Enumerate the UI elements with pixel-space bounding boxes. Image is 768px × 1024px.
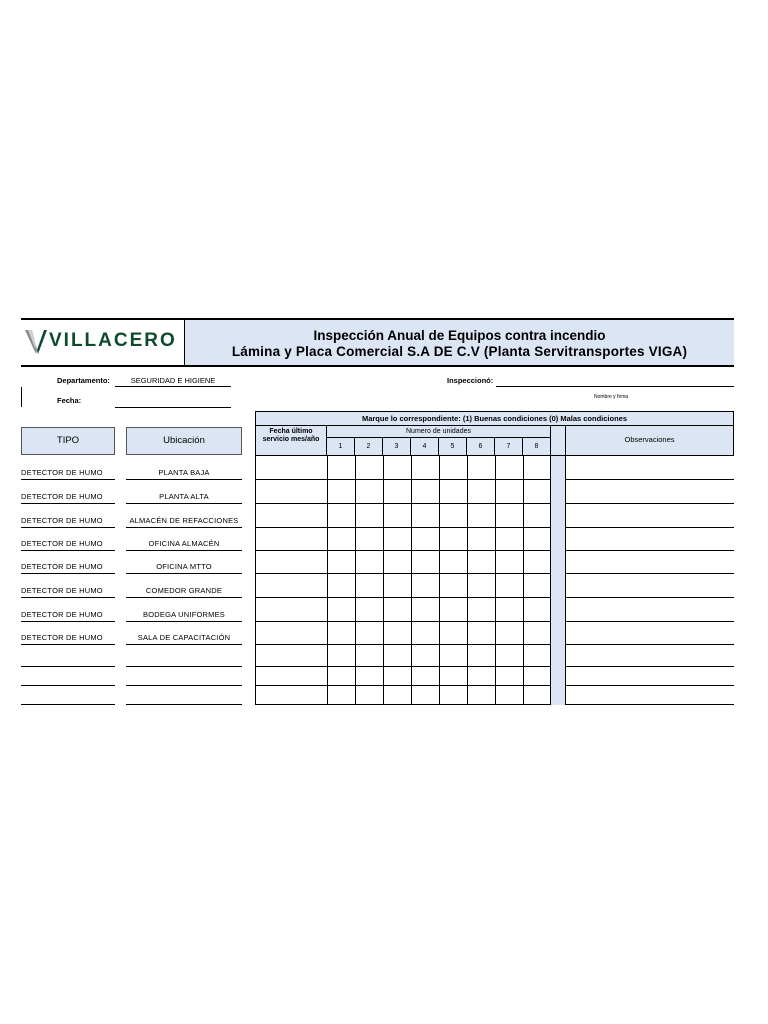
- unit-number-header: 5: [439, 438, 467, 456]
- unit-check-cell[interactable]: [495, 504, 523, 528]
- unit-check-cell[interactable]: [383, 574, 411, 598]
- unit-check-cell[interactable]: [327, 504, 355, 528]
- tipo-cell: DETECTOR DE HUMO: [21, 538, 115, 551]
- unit-check-cell[interactable]: [411, 456, 439, 480]
- unit-check-cell[interactable]: [383, 528, 411, 551]
- unit-check-cell[interactable]: [439, 622, 467, 645]
- tipo-cell: DETECTOR DE HUMO: [21, 632, 115, 645]
- unit-check-cell[interactable]: [495, 645, 523, 667]
- unit-check-cell[interactable]: [439, 598, 467, 622]
- unit-check-cell[interactable]: [327, 667, 355, 686]
- observaciones-cell[interactable]: [566, 686, 734, 705]
- title-block: [185, 320, 734, 365]
- spacer-cell: [551, 456, 566, 480]
- unit-check-cell[interactable]: [467, 504, 495, 528]
- unit-check-cell[interactable]: [467, 667, 495, 686]
- unit-number-header: 3: [383, 438, 411, 456]
- unit-check-cell[interactable]: [467, 456, 495, 480]
- observaciones-cell[interactable]: [566, 645, 734, 667]
- ubicacion-cell: COMEDOR GRANDE: [126, 584, 242, 598]
- ubicacion-header: Ubicación: [126, 427, 242, 455]
- unit-check-cell[interactable]: [467, 622, 495, 645]
- unit-number-header: 2: [355, 438, 383, 456]
- unit-check-cell[interactable]: [355, 456, 383, 480]
- ubicacion-cell: [126, 677, 242, 686]
- unit-check-cell[interactable]: [439, 551, 467, 574]
- unit-check-cell[interactable]: [355, 574, 383, 598]
- ubicacion-cell: OFICINA MTTO: [126, 561, 242, 574]
- fecha-servicio-cell[interactable]: [255, 667, 327, 686]
- unit-check-cell[interactable]: [327, 528, 355, 551]
- inspection-table: [255, 411, 734, 705]
- unit-check-cell[interactable]: [411, 622, 439, 645]
- fecha-servicio-cell[interactable]: [255, 645, 327, 667]
- unit-check-cell[interactable]: [355, 622, 383, 645]
- unit-check-cell[interactable]: [383, 645, 411, 667]
- unit-check-cell[interactable]: [383, 504, 411, 528]
- tipo-cell: DETECTOR DE HUMO: [21, 608, 115, 622]
- inspecciono-field[interactable]: [496, 376, 734, 387]
- unit-check-cell[interactable]: [495, 574, 523, 598]
- unit-check-cell[interactable]: [411, 686, 439, 705]
- logo-text: VILLACERO: [49, 330, 177, 351]
- unit-check-cell[interactable]: [523, 622, 551, 645]
- unit-check-cell[interactable]: [523, 456, 551, 480]
- fecha-servicio-cell[interactable]: [255, 480, 327, 504]
- unit-check-cell[interactable]: [383, 622, 411, 645]
- form-header: [21, 318, 734, 367]
- unit-check-cell[interactable]: [523, 667, 551, 686]
- ubicacion-cell: BODEGA UNIFORMES: [126, 608, 242, 622]
- unit-check-cell[interactable]: [327, 480, 355, 504]
- spacer-cell: [551, 551, 566, 574]
- observaciones-cell[interactable]: [566, 667, 734, 686]
- unit-check-cell[interactable]: [495, 528, 523, 551]
- unit-check-cell[interactable]: [355, 528, 383, 551]
- unit-number-header: 1: [327, 438, 355, 456]
- spacer-cell: [551, 598, 566, 622]
- tipo-cell: [21, 655, 115, 667]
- observaciones-cell[interactable]: [566, 504, 734, 528]
- inspecciono-label: Inspeccionó:: [447, 376, 494, 385]
- fecha-servicio-text: Fecha último servicio mes/año: [262, 428, 320, 443]
- unit-check-cell[interactable]: [495, 456, 523, 480]
- form-left-border: [21, 387, 22, 407]
- ubicacion-cell: PLANTA BAJA: [126, 466, 242, 480]
- unit-check-cell[interactable]: [383, 551, 411, 574]
- unit-check-cell[interactable]: [383, 667, 411, 686]
- unit-check-cell[interactable]: [355, 645, 383, 667]
- tipo-cell: DETECTOR DE HUMO: [21, 561, 115, 574]
- unit-check-cell[interactable]: [355, 667, 383, 686]
- observaciones-cell[interactable]: [566, 456, 734, 480]
- tipo-cell: DETECTOR DE HUMO: [21, 514, 115, 528]
- fecha-servicio-cell[interactable]: [255, 598, 327, 622]
- observaciones-cell[interactable]: [566, 528, 734, 551]
- ubicacion-cell: ALMACÉN DE REFACCIONES: [126, 514, 242, 528]
- unit-check-cell[interactable]: [327, 645, 355, 667]
- unit-check-cell[interactable]: [439, 480, 467, 504]
- unit-check-cell[interactable]: [411, 551, 439, 574]
- spacer-cell: [551, 528, 566, 551]
- unit-check-cell[interactable]: [411, 528, 439, 551]
- unit-check-cell[interactable]: [467, 686, 495, 705]
- unit-check-cell[interactable]: [411, 480, 439, 504]
- unit-check-cell[interactable]: [495, 480, 523, 504]
- unit-check-cell[interactable]: [523, 528, 551, 551]
- fecha-servicio-cell[interactable]: [255, 686, 327, 705]
- numero-unidades-header: Numero de unidades: [327, 426, 551, 438]
- unit-check-cell[interactable]: [383, 598, 411, 622]
- unit-check-cell[interactable]: [495, 551, 523, 574]
- unit-check-cell[interactable]: [439, 574, 467, 598]
- instruction-row: [255, 411, 734, 426]
- unit-check-cell[interactable]: [327, 622, 355, 645]
- unit-check-cell[interactable]: [383, 480, 411, 504]
- unit-number-header: 7: [495, 438, 523, 456]
- unit-check-cell[interactable]: [523, 645, 551, 667]
- unit-check-cell[interactable]: [439, 504, 467, 528]
- unit-check-cell[interactable]: [467, 645, 495, 667]
- departamento-field[interactable]: SEGURIDAD E HIGIENE: [115, 376, 231, 387]
- unit-check-cell[interactable]: [327, 574, 355, 598]
- tipo-cell: DETECTOR DE HUMO: [21, 584, 115, 598]
- ubicacion-cell: [126, 696, 242, 705]
- unit-number-header: 6: [467, 438, 495, 456]
- spacer-header: [551, 426, 566, 456]
- spacer-cell: [551, 504, 566, 528]
- unit-check-cell[interactable]: [523, 504, 551, 528]
- unit-check-cell[interactable]: [355, 598, 383, 622]
- tipo-cell: DETECTOR DE HUMO: [21, 466, 115, 480]
- fecha-servicio-header: [255, 426, 327, 456]
- unit-check-cell[interactable]: [411, 574, 439, 598]
- unit-check-cell[interactable]: [467, 598, 495, 622]
- fecha-servicio-cell[interactable]: [255, 456, 327, 480]
- unit-check-cell[interactable]: [495, 667, 523, 686]
- unit-check-cell[interactable]: [411, 504, 439, 528]
- ubicacion-cell: SALA DE CAPACITACIÓN: [126, 632, 242, 645]
- unit-check-cell[interactable]: [355, 480, 383, 504]
- fecha-servicio-cell[interactable]: [255, 574, 327, 598]
- logo: [21, 320, 185, 365]
- unit-check-cell[interactable]: [523, 551, 551, 574]
- fecha-label: Fecha:: [57, 396, 82, 405]
- unit-check-cell[interactable]: [467, 480, 495, 504]
- unit-check-cell[interactable]: [467, 551, 495, 574]
- unit-check-cell[interactable]: [523, 598, 551, 622]
- unit-check-cell[interactable]: [411, 667, 439, 686]
- ubicacion-cell: [126, 655, 242, 667]
- villacero-logo-icon: [24, 328, 48, 356]
- tipo-cell: DETECTOR DE HUMO: [21, 490, 115, 504]
- unit-check-cell[interactable]: [495, 622, 523, 645]
- unit-check-cell[interactable]: [467, 574, 495, 598]
- fecha-servicio-cell[interactable]: [255, 551, 327, 574]
- tipo-header: TIPO: [21, 427, 115, 455]
- tipo-cell: [21, 677, 115, 686]
- spacer-cell: [551, 645, 566, 667]
- unit-check-cell[interactable]: [411, 598, 439, 622]
- unit-check-cell[interactable]: [411, 645, 439, 667]
- observaciones-cell[interactable]: [566, 551, 734, 574]
- observaciones-cell[interactable]: [566, 622, 734, 645]
- unit-check-cell[interactable]: [439, 528, 467, 551]
- spacer-cell: [551, 622, 566, 645]
- unit-check-cell[interactable]: [355, 686, 383, 705]
- spacer-cell: [551, 667, 566, 686]
- fecha-servicio-cell[interactable]: [255, 504, 327, 528]
- ubicacion-cell: OFICINA ALMACÉN: [126, 538, 242, 551]
- unit-check-cell[interactable]: [327, 686, 355, 705]
- observaciones-cell[interactable]: [566, 480, 734, 504]
- fecha-servicio-cell[interactable]: [255, 622, 327, 645]
- unit-check-cell[interactable]: [327, 598, 355, 622]
- spacer-cell: [551, 480, 566, 504]
- unit-check-cell[interactable]: [439, 667, 467, 686]
- departamento-label: Departamento:: [57, 376, 110, 385]
- unit-check-cell[interactable]: [523, 574, 551, 598]
- unit-check-cell[interactable]: [439, 456, 467, 480]
- spacer-cell: [551, 686, 566, 705]
- unit-check-cell[interactable]: [439, 686, 467, 705]
- spacer-cell: [551, 574, 566, 598]
- observaciones-cell[interactable]: [566, 598, 734, 622]
- unit-check-cell[interactable]: [327, 456, 355, 480]
- unit-check-cell[interactable]: [523, 686, 551, 705]
- instruction-text: Marque lo correspondiente: (1) Buenas condiciones (0) Malas condiciones: [361, 414, 628, 423]
- fecha-servicio-cell[interactable]: [255, 528, 327, 551]
- unit-check-cell[interactable]: [495, 598, 523, 622]
- unit-check-cell[interactable]: [439, 645, 467, 667]
- ubicacion-cell: PLANTA ALTA: [126, 490, 242, 504]
- observaciones-header: Observaciones: [566, 426, 734, 456]
- unit-number-header: 8: [523, 438, 551, 456]
- tipo-cell: [21, 696, 115, 705]
- unit-check-cell[interactable]: [467, 528, 495, 551]
- page-subtitle: Lámina y Placa Comercial S.A DE C.V (Planta Servitransportes VIGA): [231, 344, 688, 359]
- unit-check-cell[interactable]: [495, 686, 523, 705]
- nombre-firma-caption: Nombre y firma: [594, 394, 629, 400]
- fecha-field[interactable]: [115, 397, 231, 408]
- page-title: Inspección Anual de Equipos contra incendio: [313, 328, 606, 343]
- unit-number-header: 4: [411, 438, 439, 456]
- observaciones-cell[interactable]: [566, 574, 734, 598]
- unit-check-cell[interactable]: [355, 504, 383, 528]
- unit-check-cell[interactable]: [355, 551, 383, 574]
- unit-check-cell[interactable]: [327, 551, 355, 574]
- unit-check-cell[interactable]: [383, 456, 411, 480]
- unit-check-cell[interactable]: [383, 686, 411, 705]
- unit-check-cell[interactable]: [523, 480, 551, 504]
